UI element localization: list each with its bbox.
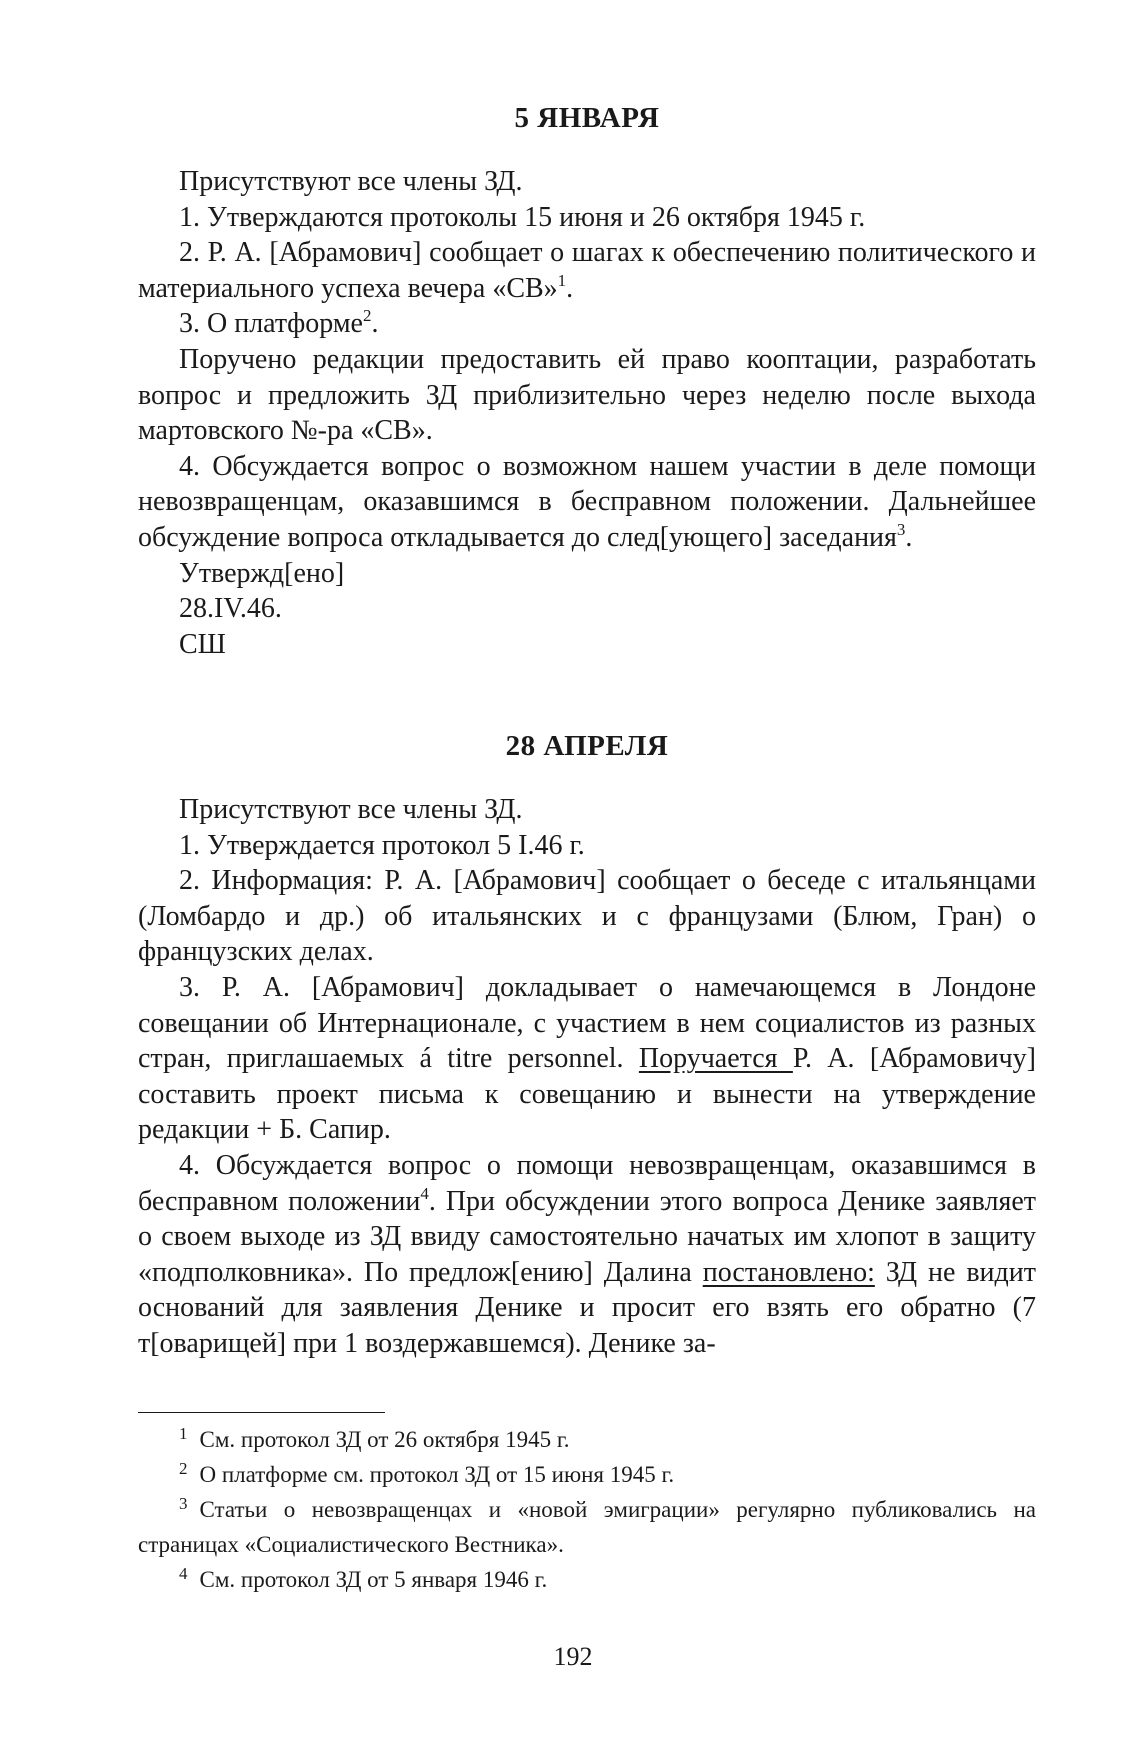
footnote-4 — [138, 1562, 1036, 1597]
item-1: 1. Утверждается протокол 5 I.46 г. — [179, 829, 585, 861]
footnote-number: 1 — [179, 1424, 188, 1443]
item-4-underlined: постановлено: — [702, 1256, 875, 1288]
approval-initials: СШ — [179, 628, 226, 660]
item-4-text-c: ЗД не видит оснований для заявления Денике и просит его взять его обратно (7 т[оварищей] при 1 воздержавшемся). Денике за- — [138, 1256, 1036, 1359]
footnotes — [138, 1422, 1036, 1597]
item-3-decision: Поручено редакции предоставить ей право кооптации, разработать вопрос и предложить ЗД приблизительно через неделю после выхода мартовского №-ра «СВ». — [138, 343, 1036, 447]
footnote-ref-2[interactable]: 2 — [362, 306, 372, 326]
section-body-jan5 — [138, 164, 1036, 662]
item-4-text-b: . При обсуждении этого вопроса Денике заявляет о своем выходе из ЗД ввиду самостоятельно начатых им хлопот в защиту «подполковника». По предлож[ению] Далина — [138, 1185, 1036, 1288]
item-4-text-a: 4. Обсуждается вопрос о помощи невозвращенцам, оказавшимся в бесправном положении — [138, 1149, 1036, 1217]
footnote-divider — [138, 1412, 385, 1413]
approval-label: Утвержд[ено] — [179, 557, 345, 589]
item-3-text: 3. О платформе — [179, 308, 363, 340]
item-3: 3. О платформе$^2$. — [179, 306, 379, 340]
footnote-1 — [138, 1422, 1036, 1457]
section-body-apr28 — [138, 792, 1036, 1362]
footnote-text: См. протокол ЗД от 26 октября 1945 г. — [199, 1427, 570, 1452]
footnote-ref-4[interactable]: 4 — [420, 1183, 429, 1203]
footnote-number: 3 — [179, 1494, 188, 1513]
footnote-2 — [138, 1457, 1036, 1492]
item-1: 1. Утверждаются протоколы 15 июня и 26 октября 1945 г. — [179, 201, 866, 233]
footnote-3 — [138, 1492, 1036, 1562]
item-3-underlined: Поручается — [638, 1043, 793, 1075]
footnote-text: О платформе см. протокол ЗД от 15 июня 1945 г. — [199, 1462, 675, 1487]
attendance-line: Присутствуют все члены ЗД. — [179, 794, 523, 825]
approval-date: 28.IV.46. — [179, 593, 282, 625]
footnote-text: См. протокол ЗД от 5 января 1946 г. — [199, 1567, 548, 1592]
page-number: 192 — [553, 1642, 593, 1671]
footnote-number: 2 — [179, 1459, 188, 1478]
item-2: 2. Информация: Р. А. [Абрамович] сообщает о беседе с итальянцами (Ломбардо и др.) об итальянских и с французами (Блюм, Гран) о французских делах. — [138, 865, 1036, 968]
footnote-ref-3[interactable]: 3 — [896, 519, 906, 539]
footnote-number: 4 — [179, 1564, 188, 1583]
item-4 — [138, 1148, 1036, 1362]
item-2: 2. Р. А. [Абрамович] сообщает о шагах к обеспечению политического и материального успеха вечера «СВ»$^1$. — [138, 237, 1036, 304]
footnote-text: Статьи о невозвращенцах и «новой эмиграции» регулярно публиковались на страницах «Социалистического Вестника». — [138, 1497, 1036, 1557]
item-3-text-a: 3. Р. А. [Абрамович] докладывает о намечающемся в Лондоне совещании об Интернационале, с участием в нем социалистов из разных стран, приглашаемых á titre personnel. — [138, 971, 1036, 1075]
section-heading-apr28: 28 АПРЕЛЯ — [505, 730, 669, 762]
item-4-text: 4. Обсуждается вопрос о возможном нашем участии в деле помощи невозвращенцам, оказавшимся в бесправном положении. Дальнейшее обсуждение вопроса откладывается до след[ующего] заседания — [138, 450, 1036, 553]
attendance-line: Присутствуют все члены ЗД. — [179, 166, 523, 197]
section-heading-jan5: 5 ЯНВАРЯ — [514, 102, 660, 134]
item-3 — [138, 970, 1036, 1148]
item-4: 4. Обсуждается вопрос о возможном нашем участии в деле помощи невозвращенцам, оказавшимся в бесправном положении. Дальнейшее обсуждение вопроса откладывается до след[ующего] заседания$^3$. — [138, 450, 1036, 553]
item-2-text: 2. Р. А. [Абрамович] сообщает о шагах к обеспечению политического и материального успеха вечера «СВ» — [138, 237, 1036, 304]
item-3-text-b: Р. А. [Абрамовичу] составить проект письма к совещанию и вынести на утверждение редакции + Б. Сапир. — [138, 1043, 1036, 1146]
footnote-ref-1[interactable]: 1 — [557, 270, 567, 290]
